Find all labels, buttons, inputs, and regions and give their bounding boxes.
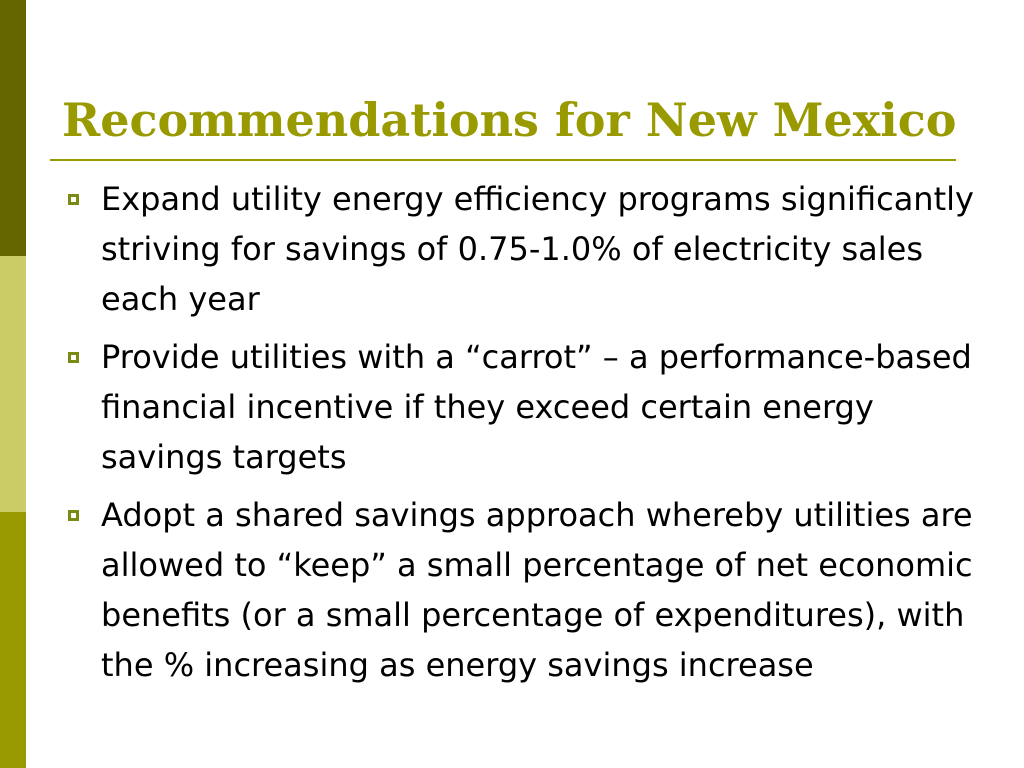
title-underline [50,159,956,161]
hollow-square-icon [68,352,79,363]
hollow-square-icon [68,194,79,205]
bullet-text: Expand utility energy efficiency programs significantly striving for savings of 0.75-1.0% of electricity sales each year [101,180,974,318]
left-accent-bar [0,0,26,768]
bullet-list [68,174,998,698]
slide-title: Recommendations for New Mexico [62,93,957,147]
hollow-square-icon [68,510,79,521]
accent-bar-bottom-segment [0,512,26,768]
accent-bar-top-segment [0,0,26,256]
bullet-item [68,490,998,690]
bullet-text: Adopt a shared savings approach whereby utilities are allowed to “keep” a small percentage of net economic benefits (or a small percentage of expenditures), with the % increasing as energy savings increase [101,496,973,684]
bullet-item [68,332,998,482]
bullet-text: Provide utilities with a “carrot” – a performance-based financial incentive if they exceed certain energy savings targets [101,338,972,476]
accent-bar-middle-segment [0,256,26,512]
bullet-item [68,174,998,324]
